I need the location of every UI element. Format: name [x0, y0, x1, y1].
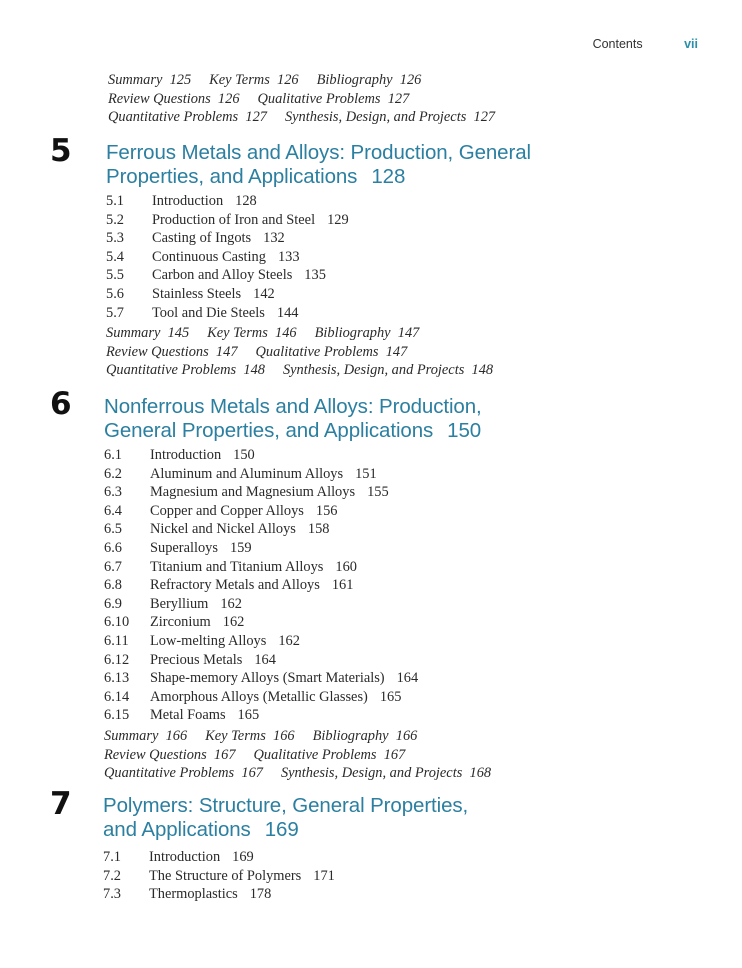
section-title: Carbon and Alloy Steels: [152, 267, 293, 284]
chapter-title-line: and Applications 169: [103, 817, 299, 841]
section-number: 6.9: [104, 595, 122, 612]
section-number: 5.2: [106, 211, 124, 228]
end-matter-entry[interactable]: [108, 72, 191, 88]
section-entry[interactable]: [104, 706, 418, 725]
end-matter-label: Summary: [104, 728, 159, 744]
end-matter-page: 146: [275, 325, 297, 341]
end-matter-entry[interactable]: [285, 109, 495, 125]
end-matter-page: 127: [245, 109, 267, 126]
section-list: [106, 192, 349, 322]
section-entry[interactable]: [104, 539, 418, 558]
end-matter-line: [104, 727, 491, 746]
end-matter-page: 147: [215, 343, 238, 360]
section-entry[interactable]: [106, 192, 349, 211]
section-number: 5.3: [106, 230, 124, 247]
end-matter-entry[interactable]: [256, 344, 408, 360]
section-page: 164: [254, 651, 276, 668]
section-entry[interactable]: [103, 867, 335, 886]
end-matter-entry[interactable]: [209, 72, 298, 88]
section-title: Beryllium: [150, 595, 209, 612]
end-matter-label: Summary: [108, 72, 163, 88]
section-title: Stainless Steels: [152, 285, 242, 302]
section-page: 128: [235, 193, 257, 209]
running-head: [593, 37, 698, 51]
running-head-label: Contents: [592, 37, 643, 51]
end-matter-page: 148: [243, 362, 265, 379]
section-title: Production of Iron and Steel: [152, 211, 316, 228]
chapter-4-end-matter: [108, 71, 495, 127]
end-matter-label: Bibliography: [314, 325, 391, 341]
chapter-number: 5: [50, 133, 72, 169]
section-entry[interactable]: [106, 266, 349, 285]
section-page: 144: [276, 304, 299, 321]
section-number: 6.3: [104, 484, 122, 501]
end-matter-entry[interactable]: [313, 728, 418, 744]
section-page: 164: [396, 670, 419, 687]
end-matter-entry[interactable]: [254, 747, 406, 763]
section-page: 155: [367, 484, 389, 501]
chapter-title-line: Ferrous Metals and Alloys: Production, General: [106, 141, 531, 164]
section-page: 169: [232, 849, 254, 865]
section-page: 132: [263, 230, 285, 247]
chapter-page: 128: [371, 164, 406, 188]
section-entry[interactable]: [103, 885, 335, 904]
section-number: 7.3: [103, 886, 121, 903]
end-matter-page: 127: [387, 90, 410, 107]
section-title: Refractory Metals and Alloys: [150, 577, 320, 594]
end-matter-line: [106, 343, 493, 362]
section-entry[interactable]: [104, 502, 418, 521]
end-matter-label: Quantitative Problems: [108, 109, 239, 126]
section-number: 6.13: [104, 670, 130, 687]
section-title: Magnesium and Magnesium Alloys: [150, 484, 356, 501]
end-matter-page: 145: [167, 325, 190, 341]
end-matter-entry[interactable]: [104, 747, 236, 763]
section-title: Introduction: [149, 849, 221, 865]
end-matter-label: Synthesis, Design, and Projects: [282, 362, 465, 379]
section-entry[interactable]: [106, 285, 349, 304]
end-matter-page: 167: [241, 765, 263, 782]
section-page: 162: [222, 614, 245, 631]
end-matter-label: Summary: [106, 325, 161, 341]
section-title: Shape-memory Alloys (Smart Materials): [150, 670, 385, 687]
chapter-title[interactable]: [104, 395, 482, 442]
end-matter-line: [104, 764, 491, 783]
section-entry[interactable]: [104, 632, 418, 651]
section-entry[interactable]: [104, 688, 418, 707]
section-page: 156: [315, 502, 338, 519]
section-entry[interactable]: [104, 651, 418, 670]
section-entry[interactable]: [104, 595, 418, 614]
section-page: 160: [335, 558, 357, 575]
chapter-end-matter: [106, 324, 493, 380]
section-page: 165: [379, 688, 402, 705]
end-matter-label: Review Questions: [106, 343, 209, 360]
section-title: Casting of Ingots: [152, 230, 252, 247]
end-matter-line: [108, 90, 495, 109]
end-matter-entry[interactable]: [108, 91, 240, 107]
section-entry[interactable]: [104, 520, 418, 539]
end-matter-label: Key Terms: [209, 72, 270, 88]
section-entry[interactable]: [106, 248, 349, 267]
section-number: 6.2: [104, 465, 122, 482]
end-matter-label: Bibliography: [312, 728, 389, 744]
chapter-title[interactable]: [106, 141, 531, 188]
end-matter-entry[interactable]: [207, 325, 296, 341]
end-matter-label: Review Questions: [108, 90, 211, 107]
end-matter-page: 166: [165, 728, 188, 744]
section-number: 6.8: [104, 577, 122, 594]
section-entry[interactable]: [104, 669, 418, 688]
end-matter-line: [104, 746, 491, 765]
end-matter-page: 166: [273, 728, 295, 744]
section-entry[interactable]: [104, 613, 418, 632]
end-matter-page: 148: [471, 362, 494, 379]
section-page: 162: [220, 595, 242, 612]
section-entry[interactable]: [103, 848, 335, 867]
section-number: 6.15: [104, 707, 130, 724]
section-page: 151: [355, 465, 377, 482]
end-matter-entry[interactable]: [106, 344, 238, 360]
section-entry[interactable]: [104, 483, 418, 502]
chapter-title-line: Polymers: Structure, General Properties,: [103, 794, 469, 817]
end-matter-page: 126: [217, 90, 240, 107]
section-number: 6.5: [104, 521, 122, 538]
section-list: [103, 848, 335, 904]
section-title: Aluminum and Aluminum Alloys: [150, 465, 344, 482]
section-page: 171: [313, 867, 335, 884]
end-matter-page: 126: [277, 72, 299, 88]
section-number: 5.1: [106, 193, 124, 209]
end-matter-label: Synthesis, Design, and Projects: [284, 109, 467, 126]
section-page: 165: [237, 707, 260, 724]
end-matter-entry[interactable]: [104, 765, 263, 781]
section-page: 162: [278, 632, 300, 649]
section-title: Superalloys: [150, 539, 218, 556]
section-number: 5.7: [106, 304, 124, 321]
section-entry[interactable]: [106, 229, 349, 248]
end-matter-page: 126: [399, 72, 422, 88]
section-title: The Structure of Polymers: [149, 867, 302, 884]
end-matter-page: 167: [213, 746, 236, 763]
section-title: Tool and Die Steels: [152, 304, 265, 321]
end-matter-label: Qualitative Problems: [257, 90, 381, 107]
end-matter-page: 166: [395, 728, 418, 744]
end-matter-line: [106, 361, 493, 380]
section-entry[interactable]: [106, 211, 349, 230]
end-matter-page: 167: [383, 746, 406, 763]
section-page: 158: [307, 521, 330, 538]
section-number: 6.11: [104, 632, 129, 649]
section-list: [104, 446, 418, 725]
section-entry[interactable]: [104, 558, 418, 577]
end-matter-entry[interactable]: [104, 728, 187, 744]
end-matter-entry[interactable]: [205, 728, 294, 744]
end-matter-entry[interactable]: [283, 362, 493, 378]
section-title: Introduction: [150, 447, 222, 463]
section-page: 129: [327, 211, 349, 228]
end-matter-entry[interactable]: [315, 325, 420, 341]
end-matter-entry[interactable]: [281, 765, 491, 781]
section-title: Precious Metals: [150, 651, 243, 668]
section-title: Metal Foams: [150, 707, 226, 724]
end-matter-page: 168: [469, 765, 492, 782]
section-entry[interactable]: [104, 465, 418, 484]
section-number: 6.7: [104, 558, 122, 575]
chapter-number: 6: [50, 386, 72, 422]
section-page: 133: [277, 248, 300, 265]
chapter-title-line: General Properties, and Applications 150: [104, 418, 482, 442]
section-number: 6.6: [104, 539, 122, 556]
end-matter-label: Quantitative Problems: [106, 362, 237, 379]
chapter-number: 7: [50, 786, 72, 822]
end-matter-label: Review Questions: [104, 746, 207, 763]
section-page: 142: [253, 285, 275, 302]
end-matter-line: [108, 108, 495, 127]
section-number: 5.4: [106, 248, 124, 265]
section-entry[interactable]: [104, 446, 418, 465]
end-matter-page: 127: [473, 109, 496, 126]
section-title: Amorphous Alloys (Metallic Glasses): [150, 688, 368, 705]
section-page: 150: [233, 447, 255, 463]
section-page: 178: [249, 886, 272, 903]
end-matter-label: Bibliography: [316, 72, 393, 88]
section-title: Copper and Copper Alloys: [150, 502, 304, 519]
end-matter-page: 147: [397, 325, 420, 341]
end-matter-page: 125: [169, 72, 192, 88]
section-number: 6.14: [104, 688, 130, 705]
end-matter-page: 147: [385, 343, 408, 360]
end-matter-label: Qualitative Problems: [253, 746, 377, 763]
section-title: Introduction: [152, 193, 224, 209]
section-number: 5.5: [106, 267, 124, 284]
end-matter-line: [108, 71, 495, 90]
section-entry[interactable]: [106, 304, 349, 323]
section-number: 7.1: [103, 849, 121, 865]
section-title: Continuous Casting: [152, 248, 266, 265]
chapter-title[interactable]: [103, 794, 468, 841]
end-matter-label: Synthesis, Design, and Projects: [280, 765, 463, 782]
section-title: Titanium and Titanium Alloys: [150, 558, 324, 575]
section-number: 5.6: [106, 285, 124, 302]
section-entry[interactable]: [104, 576, 418, 595]
chapter-title-line: Nonferrous Metals and Alloys: Production,: [104, 395, 482, 418]
section-title: Thermoplastics: [149, 886, 238, 903]
section-number: 6.12: [104, 651, 130, 668]
section-number: 6.4: [104, 502, 122, 519]
end-matter-entry[interactable]: [317, 72, 422, 88]
section-number: 6.1: [104, 447, 122, 463]
end-matter-label: Quantitative Problems: [104, 765, 235, 782]
end-matter-label: Key Terms: [205, 728, 266, 744]
page-number: vii: [684, 37, 698, 51]
end-matter-label: Qualitative Problems: [255, 343, 379, 360]
section-page: 161: [331, 577, 354, 594]
section-number: 6.10: [104, 614, 130, 631]
end-matter-entry[interactable]: [258, 91, 410, 107]
end-matter-entry[interactable]: [108, 109, 267, 125]
chapter-title-line: Properties, and Applications 128: [106, 164, 406, 188]
chapter-page: 150: [447, 418, 482, 442]
section-page: 159: [229, 539, 252, 556]
section-title: Low-melting Alloys: [150, 632, 267, 649]
chapter-page: 169: [264, 817, 299, 841]
section-title: Nickel and Nickel Alloys: [150, 521, 296, 538]
end-matter-entry[interactable]: [106, 362, 265, 378]
end-matter-label: Key Terms: [207, 325, 268, 341]
section-page: 135: [304, 267, 326, 284]
end-matter-entry[interactable]: [106, 325, 189, 341]
section-title: Zirconium: [150, 614, 211, 631]
end-matter-line: [106, 324, 493, 343]
chapter-end-matter: [104, 727, 491, 783]
section-number: 7.2: [103, 867, 121, 884]
